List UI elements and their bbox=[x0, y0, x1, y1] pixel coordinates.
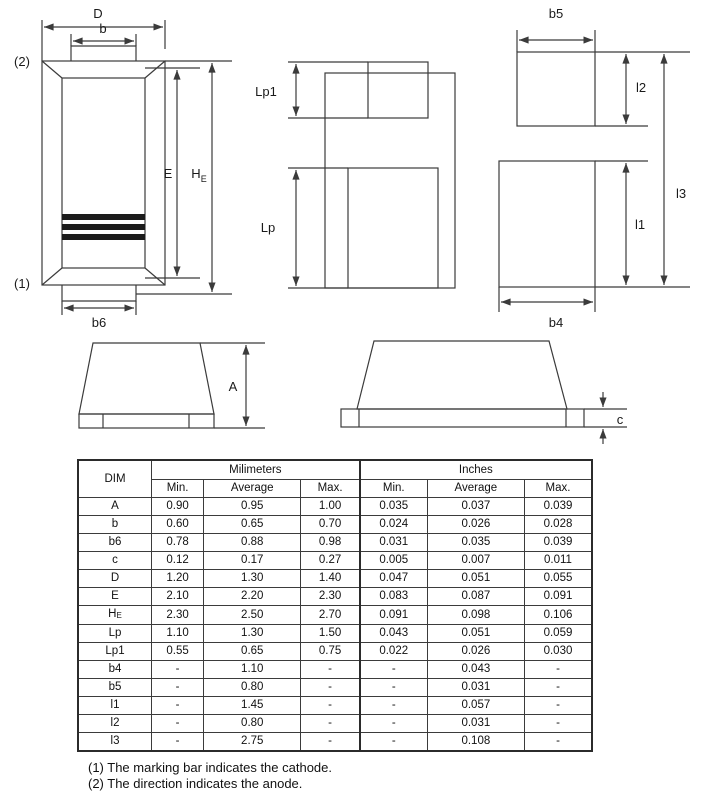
cell-dim: l3 bbox=[78, 733, 152, 752]
table-row bbox=[78, 588, 592, 606]
cell-in-avg: 0.051 bbox=[427, 625, 524, 643]
cell-mm-min: 1.20 bbox=[152, 570, 204, 588]
cell-in-avg: 0.087 bbox=[427, 588, 524, 606]
cell-dim: Lp1 bbox=[78, 643, 152, 661]
cell-in-avg: 0.108 bbox=[427, 733, 524, 752]
cell-in-avg: 0.051 bbox=[427, 570, 524, 588]
marking-bar-3 bbox=[62, 234, 145, 240]
cell-in-min: - bbox=[360, 715, 427, 733]
cell-in-min: 0.091 bbox=[360, 606, 427, 625]
cell-mm-min: 0.12 bbox=[152, 552, 204, 570]
cell-in-max: - bbox=[524, 679, 592, 697]
cell-mm-max: - bbox=[301, 661, 360, 679]
cell-dim: A bbox=[78, 498, 152, 516]
cell-mm-max: - bbox=[301, 733, 360, 752]
header-in-min: Min. bbox=[360, 480, 427, 498]
side-view-body bbox=[79, 343, 214, 414]
cell-in-max: 0.039 bbox=[524, 498, 592, 516]
cell-in-avg: 0.057 bbox=[427, 697, 524, 715]
table-header-row-2 bbox=[78, 480, 592, 498]
cell-dim: $H_E$ bbox=[78, 606, 152, 625]
header-mm-min: Min. bbox=[152, 480, 204, 498]
cell-mm-min: 0.78 bbox=[152, 534, 204, 552]
cell-mm-max: 0.75 bbox=[301, 643, 360, 661]
cell-mm-max: 0.27 bbox=[301, 552, 360, 570]
pad-bottom-rect bbox=[499, 161, 595, 287]
cell-in-max: - bbox=[524, 715, 592, 733]
cell-dim: E bbox=[78, 588, 152, 606]
notes-block bbox=[88, 760, 332, 792]
cell-in-avg: 0.026 bbox=[427, 643, 524, 661]
cell-in-max: 0.106 bbox=[524, 606, 592, 625]
cell-mm-max: 0.70 bbox=[301, 516, 360, 534]
cell-mm-min: 1.10 bbox=[152, 625, 204, 643]
table-row bbox=[78, 661, 592, 679]
cell-in-max: - bbox=[524, 733, 592, 752]
cell-dim: b5 bbox=[78, 679, 152, 697]
cell-dim: b6 bbox=[78, 534, 152, 552]
footprint-pad-bottom bbox=[348, 168, 438, 288]
dimension-table-body bbox=[78, 498, 592, 752]
cell-in-avg: 0.035 bbox=[427, 534, 524, 552]
cell-in-avg: 0.037 bbox=[427, 498, 524, 516]
note-2: (2) The direction indicates the anode. bbox=[88, 776, 303, 791]
label-b6: b6 bbox=[91, 315, 107, 330]
cell-mm-avg: 0.80 bbox=[204, 679, 301, 697]
table-row bbox=[78, 733, 592, 752]
cell-in-avg: 0.098 bbox=[427, 606, 524, 625]
label-l1: l1 bbox=[634, 217, 646, 232]
marking-bar-1 bbox=[62, 214, 145, 220]
table-row bbox=[78, 570, 592, 588]
cell-mm-min: 2.30 bbox=[152, 606, 204, 625]
cell-dim: l2 bbox=[78, 715, 152, 733]
label-note-1: (1) bbox=[14, 276, 30, 291]
cell-in-min: - bbox=[360, 697, 427, 715]
footprint-view bbox=[288, 62, 455, 288]
table-row bbox=[78, 679, 592, 697]
cell-dim: c bbox=[78, 552, 152, 570]
cell-in-min: 0.047 bbox=[360, 570, 427, 588]
label-note-2: (2) bbox=[14, 54, 30, 69]
cell-in-max: 0.011 bbox=[524, 552, 592, 570]
cell-mm-max: 2.30 bbox=[301, 588, 360, 606]
cell-mm-max: 1.00 bbox=[301, 498, 360, 516]
front-view-body bbox=[357, 341, 567, 409]
cell-mm-min: 0.60 bbox=[152, 516, 204, 534]
label-a: A bbox=[228, 379, 238, 394]
cell-in-min: - bbox=[360, 679, 427, 697]
cell-mm-min: - bbox=[152, 661, 204, 679]
top-view bbox=[42, 20, 232, 315]
top-view-cathode-tab bbox=[62, 285, 136, 301]
label-b4: b4 bbox=[548, 315, 564, 330]
cell-mm-avg: 2.75 bbox=[204, 733, 301, 752]
header-in-average: Average bbox=[427, 480, 524, 498]
cell-mm-avg: 1.30 bbox=[204, 625, 301, 643]
cell-mm-avg: 0.65 bbox=[204, 516, 301, 534]
cell-in-avg: 0.007 bbox=[427, 552, 524, 570]
table-row bbox=[78, 643, 592, 661]
pad-top-rect bbox=[517, 52, 595, 126]
cell-mm-avg: 0.95 bbox=[204, 498, 301, 516]
cell-dim: D bbox=[78, 570, 152, 588]
cell-mm-avg: 1.10 bbox=[204, 661, 301, 679]
label-b5: b5 bbox=[548, 6, 564, 21]
cell-in-max: 0.059 bbox=[524, 625, 592, 643]
bevel-bottom-left bbox=[42, 268, 62, 285]
cell-mm-max: - bbox=[301, 679, 360, 697]
cell-mm-max: - bbox=[301, 697, 360, 715]
table-row bbox=[78, 498, 592, 516]
dimension-table bbox=[77, 459, 593, 752]
cell-in-min: 0.024 bbox=[360, 516, 427, 534]
cell-in-max: - bbox=[524, 661, 592, 679]
cell-mm-min: - bbox=[152, 715, 204, 733]
cell-in-min: 0.022 bbox=[360, 643, 427, 661]
label-e: E bbox=[163, 166, 173, 181]
cell-mm-min: - bbox=[152, 697, 204, 715]
cell-mm-avg: 0.88 bbox=[204, 534, 301, 552]
cell-mm-min: 0.55 bbox=[152, 643, 204, 661]
cell-in-min: 0.043 bbox=[360, 625, 427, 643]
cell-mm-max: 0.98 bbox=[301, 534, 360, 552]
label-l2: l2 bbox=[635, 80, 647, 95]
cell-in-max: - bbox=[524, 697, 592, 715]
cell-in-max: 0.028 bbox=[524, 516, 592, 534]
cell-mm-max: 2.70 bbox=[301, 606, 360, 625]
pad-view bbox=[499, 30, 690, 312]
cell-in-avg: 0.031 bbox=[427, 679, 524, 697]
cell-in-max: 0.055 bbox=[524, 570, 592, 588]
front-view-lead-strip bbox=[341, 409, 584, 427]
cell-mm-max: 1.50 bbox=[301, 625, 360, 643]
table-row bbox=[78, 606, 592, 625]
cell-mm-avg: 0.80 bbox=[204, 715, 301, 733]
side-view-base-strip bbox=[79, 414, 214, 428]
cell-mm-avg: 0.65 bbox=[204, 643, 301, 661]
header-mm-max: Max. bbox=[301, 480, 360, 498]
header-in-max: Max. bbox=[524, 480, 592, 498]
label-lp: Lp bbox=[260, 220, 276, 235]
cell-mm-avg: 0.17 bbox=[204, 552, 301, 570]
table-row bbox=[78, 697, 592, 715]
label-c: c bbox=[616, 412, 624, 427]
cell-dim: b bbox=[78, 516, 152, 534]
header-group-millimeters: Milimeters bbox=[152, 460, 360, 480]
cell-in-avg: 0.043 bbox=[427, 661, 524, 679]
header-mm-average: Average bbox=[204, 480, 301, 498]
cell-in-min: 0.035 bbox=[360, 498, 427, 516]
cell-in-max: 0.039 bbox=[524, 534, 592, 552]
table-row bbox=[78, 625, 592, 643]
cell-mm-min: - bbox=[152, 733, 204, 752]
label-b: b bbox=[99, 21, 107, 36]
bevel-top-left bbox=[42, 61, 62, 78]
cell-in-min: 0.083 bbox=[360, 588, 427, 606]
dimension-table-head bbox=[78, 460, 592, 498]
cell-mm-min: 2.10 bbox=[152, 588, 204, 606]
label-he: $H_E$ bbox=[191, 166, 207, 184]
cell-mm-max: - bbox=[301, 715, 360, 733]
cell-mm-min: 0.90 bbox=[152, 498, 204, 516]
bevel-top-right bbox=[145, 61, 165, 78]
cell-mm-avg: 2.20 bbox=[204, 588, 301, 606]
top-view-body-outline bbox=[42, 61, 165, 285]
label-l3: l3 bbox=[675, 186, 687, 201]
header-group-inches: Inches bbox=[360, 460, 592, 480]
cell-mm-max: 1.40 bbox=[301, 570, 360, 588]
table-row bbox=[78, 516, 592, 534]
cell-dim: l1 bbox=[78, 697, 152, 715]
cell-in-max: 0.030 bbox=[524, 643, 592, 661]
dimension-table-container bbox=[77, 459, 593, 752]
footprint-pad-top bbox=[368, 62, 428, 118]
cell-mm-avg: 2.50 bbox=[204, 606, 301, 625]
table-row bbox=[78, 534, 592, 552]
cell-in-min: 0.031 bbox=[360, 534, 427, 552]
top-view-anode-tab bbox=[71, 46, 136, 61]
cell-mm-avg: 1.30 bbox=[204, 570, 301, 588]
header-dim: DIM bbox=[78, 460, 152, 498]
cell-in-min: 0.005 bbox=[360, 552, 427, 570]
cell-in-avg: 0.031 bbox=[427, 715, 524, 733]
label-lp1: Lp1 bbox=[255, 84, 277, 99]
table-row bbox=[78, 715, 592, 733]
cell-dim: Lp bbox=[78, 625, 152, 643]
marking-bar-2 bbox=[62, 224, 145, 230]
cell-in-max: 0.091 bbox=[524, 588, 592, 606]
note-1: (1) The marking bar indicates the cathode. bbox=[88, 760, 333, 775]
front-view bbox=[341, 341, 627, 444]
footprint-outline-rect bbox=[325, 73, 455, 288]
table-header-row-1 bbox=[78, 460, 592, 480]
label-d: D bbox=[93, 6, 103, 21]
bevel-bottom-right bbox=[145, 268, 165, 285]
cell-in-min: - bbox=[360, 733, 427, 752]
cell-in-avg: 0.026 bbox=[427, 516, 524, 534]
table-row bbox=[78, 552, 592, 570]
cell-mm-avg: 1.45 bbox=[204, 697, 301, 715]
cell-mm-min: - bbox=[152, 679, 204, 697]
cell-dim-subscript: E bbox=[116, 611, 122, 620]
cell-dim: b4 bbox=[78, 661, 152, 679]
cell-in-min: - bbox=[360, 661, 427, 679]
